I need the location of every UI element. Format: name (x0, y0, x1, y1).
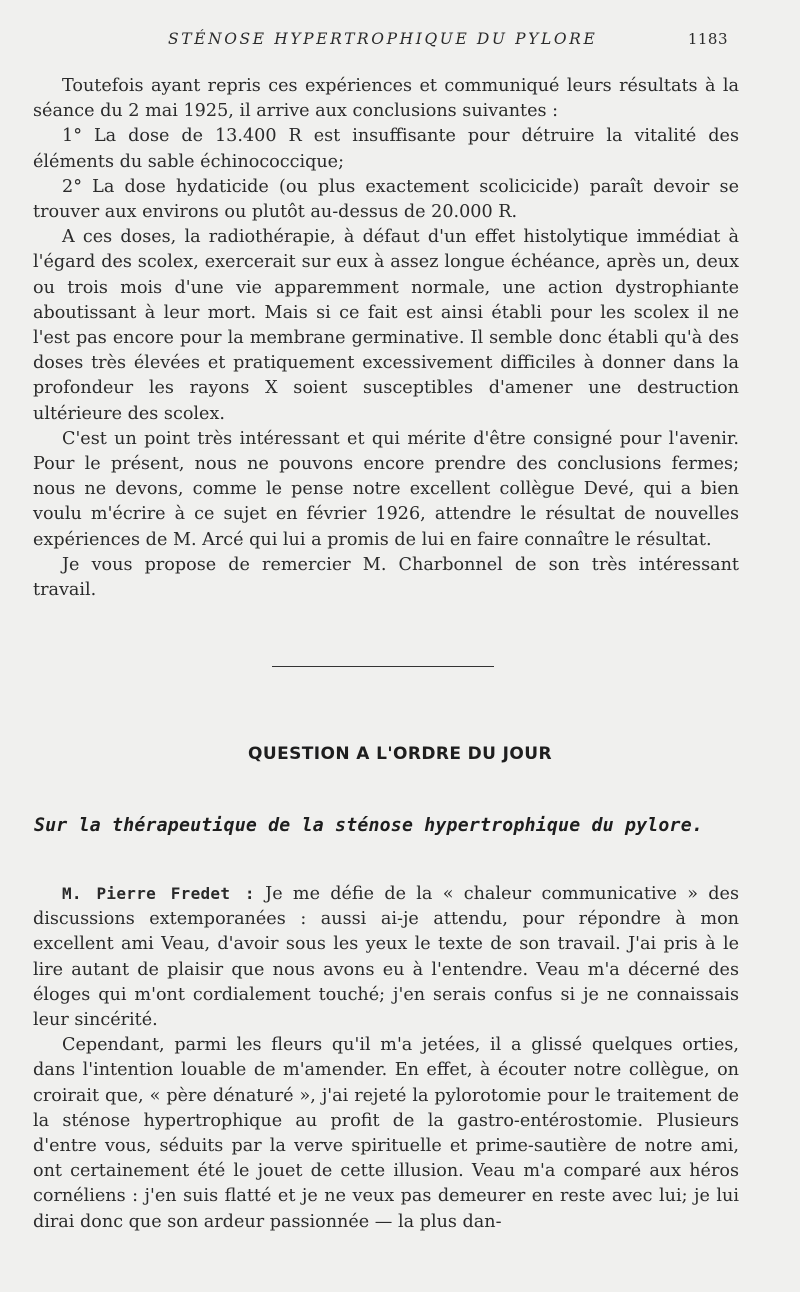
paragraph: 1° La dose de 13.400 R est insuffisante pour détruire la vitalité des éléments du sable échinococcique; (33, 126, 739, 172)
paragraph: 2° La dose hydaticide (ou plus exactement scolicicide) paraît devoir se trouver aux environs ou plutôt au-dessus de 20.000 R. (33, 176, 739, 223)
page-header (33, 30, 728, 52)
speaker-paragraph-text: Je me défie de la « chaleur communicative » des discussions extemporanées : aussi ai-je attendu, pour répondre à mon excellent ami Veau, d'avoir sous les yeux le texte de son travail. J'ai pris à le lire autant de plaisir que nous avons eu à l'entendre. Veau m'a décerné des éloges qui m'ont cordialement touché; j'en serais confus si je ne connaissais leur sincérité. (33, 884, 739, 1031)
page-number: 1183 (687, 30, 728, 48)
paragraph: Toutefois ayant repris ces expériences et communiqué leurs résultats à la séance du 2 mai 1925, il arrive aux conclusions suivantes : (33, 76, 739, 122)
section-heading: QUESTION A L'ORDRE DU JOUR (248, 744, 552, 764)
paragraph: C'est un point très intéressant et qui mérite d'être consigné pour l'avenir. Pour le présent, nous ne pouvons encore prendre des conclusions fermes; nous ne devons, comme le pense notre excellent collègue Devé, qui a bien voulu m'écrire à ce sujet en février 1926, attendre le résultat de nouvelles expériences de M. Arcé qui lui a promis de lui en faire connaître le résultat. (33, 428, 739, 550)
section-divider (272, 666, 494, 667)
paragraph: Cependant, parmi les fleurs qu'il m'a jetées, il a glissé quelques orties, dans l'intention louable de m'amender. En effet, à écouter notre collègue, on croirait que, « père dénaturé », j'ai rejeté la pylorotomie pour le traitement de la sténose hypertrophique au profit de la gastro-entérostomie. Plusieurs d'entre vous, séduits par la verve spirituelle et prime-sautière de notre ami, ont certainement été le jouet de cette illusion. Veau m'a comparé aux héros cornéliens : j'en suis flatté et je ne veux pas demeurer en reste avec lui; je lui dirai donc que son ardeur passionnée — la plus dan- (33, 1035, 739, 1232)
running-title: STÉNOSE HYPERTROPHIQUE DU PYLORE (168, 30, 598, 48)
article-title: Sur la thérapeutique de la sténose hypertrophique du pylore. (34, 815, 703, 836)
paragraph (33, 881, 739, 1033)
paragraph: A ces doses, la radiothérapie, à défaut d'un effet histolytique immédiat à l'égard des scolex, exercerait sur eux à assez longue échéance, après un, deux ou trois mois d'une vie apparemment normale, une action dystrophiante aboutissant à leur mort. Mais si ce fait est ainsi établi pour les scolex il ne l'est pas encore pour la membrane germinative. Il semble donc établi qu'à des doses très élevées et pratiquement excessivement difficiles à donner dans la profondeur les rayons X soient susceptibles d'amener une destruction ultérieure des scolex. (33, 227, 739, 424)
discussion-text (33, 881, 739, 1235)
report-conclusion (33, 74, 739, 603)
paragraph: Je vous propose de remercier M. Charbonnel de son très intéressant travail. (33, 554, 739, 601)
speaker-name: M. Pierre Fredet : (62, 884, 255, 903)
